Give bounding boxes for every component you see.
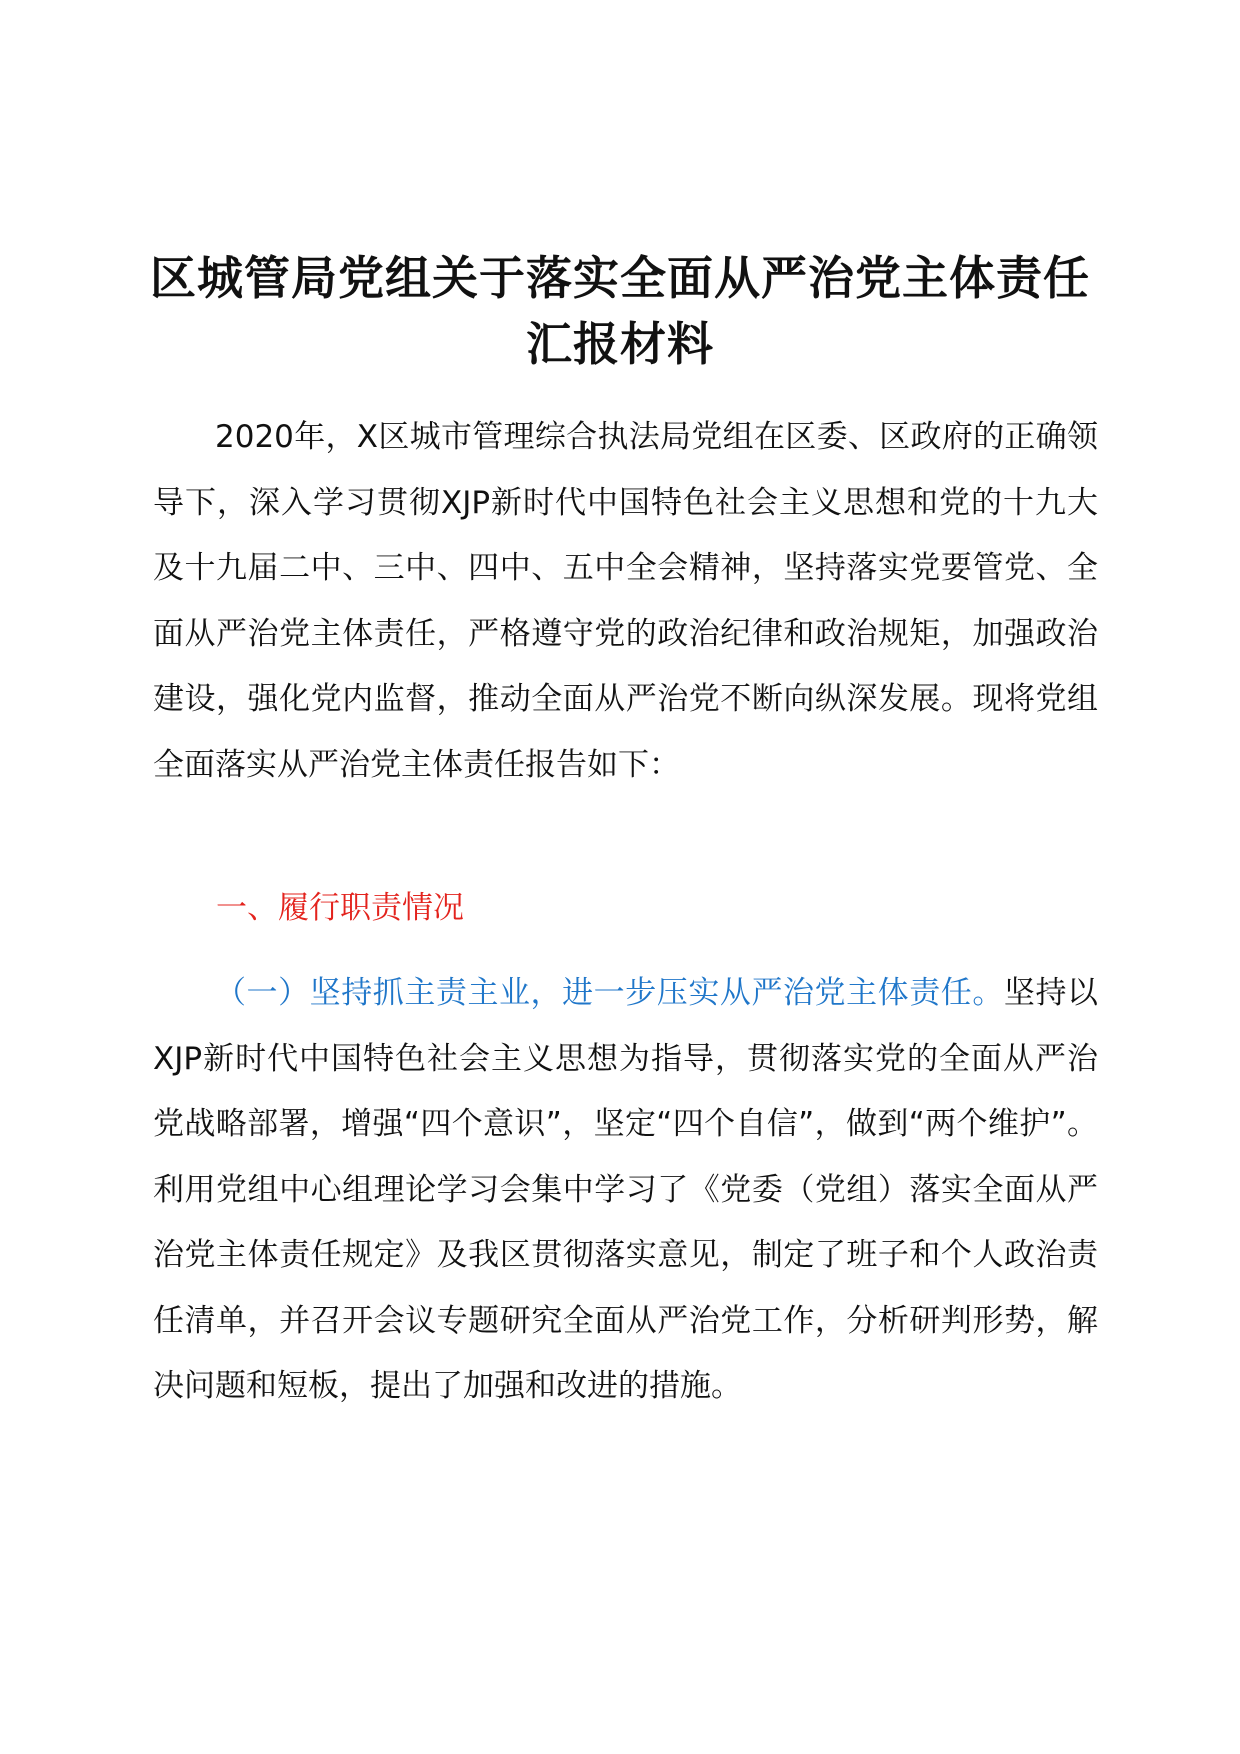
subsection-body-1: 坚持以XJP新时代中国特色社会主义思想为指导，贯彻落实党的全面从严治党战略部署，增强“四个意识”，坚定“四个自信”，做到“两个维护”。利用党组中心组理论学习会集中学习了《党委（党组）落实全面从严治党主体责任规定》及我区贯彻落实意见，制定了班子和个人政治责任清单，并召开会议专题研究全面从严治党工作，分析研判形势，解决问题和短板，提出了加强和改进的措施。 [153, 975, 1099, 1404]
document-title-line-2: 汇报材料 [526, 317, 714, 371]
document-title-line-1: 区城管局党组关于落实全面从严治党主体责任 [150, 251, 1090, 305]
subsection-heading-1: （一）坚持抓主责主业，进一步压实从严治党主体责任。 [215, 975, 1004, 1011]
intro-paragraph: 2020年，X区城市管理综合执法局党组在区委、区政府的正确领导下，深入学习贯彻XJP新时代中国特色社会主义思想和党的十九大及十九届二中、三中、四中、五中全会精神，坚持落实党要管党、全面从严治党主体责任，严格遵守党的政治纪律和政治规矩，加强政治建设，强化党内监督，推动全面从严治党不断向纵深发展。现将党组全面落实从严治党主体责任报告如下： [153, 419, 1098, 783]
section-heading-1: 一、履行职责情况 [216, 890, 464, 926]
subsection-paragraph-1 [153, 961, 1098, 1420]
